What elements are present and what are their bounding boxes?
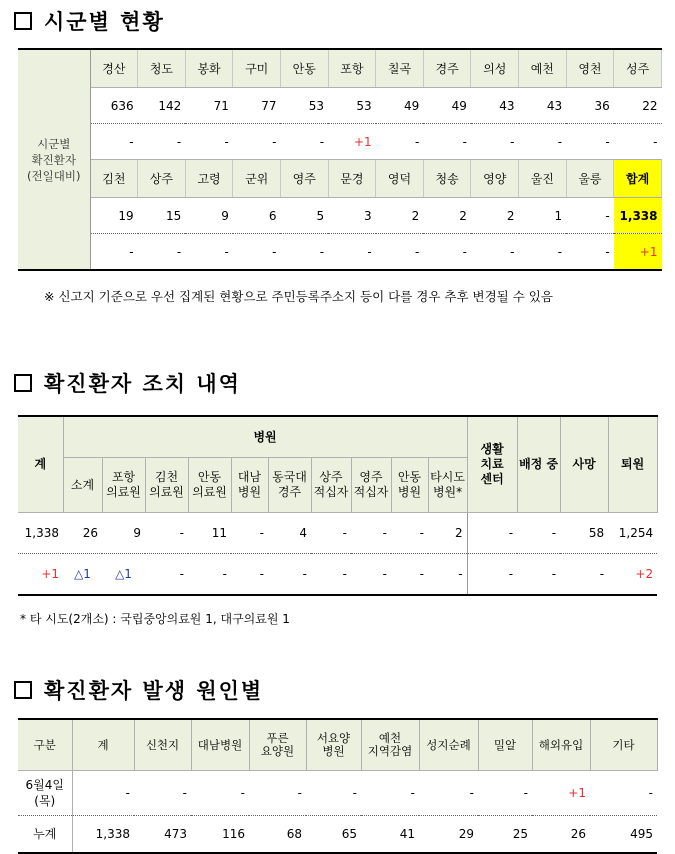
cause-cell: 1,338 bbox=[95, 827, 130, 841]
cause-header-cell: 예천 지역감염 bbox=[361, 719, 419, 771]
region-change-cell: - bbox=[376, 124, 424, 160]
region-count-cell: 1 bbox=[519, 198, 567, 234]
region-name-cell: 예천 bbox=[519, 49, 567, 88]
cause-cell: - bbox=[361, 771, 419, 816]
measures-cell: 11 bbox=[188, 513, 231, 554]
cause-header-cell: 밀알 bbox=[478, 719, 532, 771]
region-count-cell: 5 bbox=[280, 198, 328, 234]
region-count-cell: - bbox=[566, 198, 614, 234]
hospital-sub-header: 안동 의료원 bbox=[188, 458, 231, 513]
measures-cell: +1 bbox=[41, 567, 59, 581]
region-name-cell: 영덕 bbox=[376, 160, 424, 198]
region-count-cell: 6 bbox=[233, 198, 281, 234]
measures-cell: - bbox=[302, 567, 307, 581]
region-name-cell: 영천 bbox=[566, 49, 614, 88]
measures-cell: - bbox=[467, 554, 517, 596]
measures-cell: - bbox=[458, 567, 463, 581]
region-change-cell: - bbox=[519, 124, 567, 160]
header-death: 사망 bbox=[560, 416, 608, 513]
measures-cell: - bbox=[311, 513, 351, 554]
region-count-cell: 2 bbox=[423, 198, 471, 234]
cause-cell: 68 bbox=[286, 827, 302, 841]
region-change-row bbox=[18, 234, 662, 271]
cause-header-cell: 구분 bbox=[18, 719, 72, 771]
region-name-row bbox=[18, 49, 662, 88]
region-change-cell: - bbox=[185, 124, 233, 160]
section-title-cause: 확진환자 발생 원인별 bbox=[14, 675, 263, 705]
region-count-cell: 53 bbox=[328, 88, 376, 124]
cause-cell: - bbox=[306, 771, 361, 816]
region-count-cell: 43 bbox=[471, 88, 519, 124]
region-count-cell: 71 bbox=[185, 88, 233, 124]
region-count-cell: 15 bbox=[138, 198, 186, 234]
measures-cell: - bbox=[391, 513, 428, 554]
region-count-cell: 142 bbox=[138, 88, 186, 124]
region-count-cell: 636 bbox=[90, 88, 138, 124]
region-name-cell: 문경 bbox=[328, 160, 376, 198]
region-change-cell: - bbox=[414, 244, 420, 259]
section-title-by-region: 시군별 현황 bbox=[14, 6, 165, 36]
measures-cell: - bbox=[342, 567, 347, 581]
region-change-cell: - bbox=[566, 124, 614, 160]
cause-data-row bbox=[18, 771, 657, 816]
region-name-cell: 의성 bbox=[471, 49, 519, 88]
checkbox-square-icon bbox=[14, 12, 32, 30]
cause-cell: 29 bbox=[458, 827, 474, 841]
cause-cell: - bbox=[478, 771, 532, 816]
region-change-cell: - bbox=[319, 244, 325, 259]
measures-header-row-1 bbox=[18, 416, 657, 458]
measures-note: * 타 시도(2개소) : 국립중앙의료원 1, 대구의료원 1 bbox=[20, 612, 290, 626]
cause-header-cell: 신천지 bbox=[134, 719, 191, 771]
region-name-cell: 칠곡 bbox=[376, 49, 424, 88]
hospital-sub-header: 소계 bbox=[63, 458, 102, 513]
measures-cell: - bbox=[222, 567, 227, 581]
measures-cell: 2 bbox=[428, 513, 467, 554]
cause-cell: 65 bbox=[341, 827, 357, 841]
region-status-table bbox=[18, 48, 662, 271]
cause-header-cell: 해외유입 bbox=[532, 719, 590, 771]
region-change-cell: - bbox=[614, 124, 662, 160]
region-name-cell: 군위 bbox=[233, 160, 281, 198]
header-waiting: 배정 중 bbox=[517, 416, 560, 513]
measures-cell: - bbox=[599, 567, 605, 581]
measures-cell: 26 bbox=[63, 513, 102, 554]
region-change-cell: - bbox=[557, 244, 563, 259]
region-count-cell: 9 bbox=[185, 198, 233, 234]
patient-measures-table bbox=[18, 415, 658, 596]
cause-cell: 41 bbox=[399, 827, 415, 841]
checkbox-square-icon bbox=[14, 374, 32, 392]
region-name-cell: 김천 bbox=[90, 160, 138, 198]
measures-cell: △1 bbox=[74, 567, 91, 581]
cause-header-cell: 계 bbox=[72, 719, 134, 771]
region-change-cell: - bbox=[129, 244, 134, 259]
region-name-cell: 봉화 bbox=[185, 49, 233, 88]
hospital-sub-header: 영주 적십자 bbox=[351, 458, 391, 513]
measures-cell: - bbox=[467, 513, 517, 554]
region-name-cell: 고령 bbox=[185, 160, 233, 198]
measures-cell: - bbox=[551, 567, 557, 581]
hospital-sub-header: 포항 의료원 bbox=[102, 458, 145, 513]
region-change-cell: - bbox=[423, 124, 471, 160]
measures-cell: - bbox=[231, 513, 268, 554]
cause-header-cell: 기타 bbox=[590, 719, 657, 771]
region-name-cell: 영주 bbox=[280, 160, 328, 198]
region-count-cell: 3 bbox=[328, 198, 376, 234]
measures-data-row bbox=[18, 554, 657, 596]
measures-cell: - bbox=[517, 513, 560, 554]
hospital-sub-header: 대남 병원 bbox=[231, 458, 268, 513]
region-change-cell: - bbox=[176, 244, 182, 259]
measures-cell: 1,254 bbox=[608, 513, 657, 554]
region-change-row bbox=[18, 124, 662, 160]
cause-cell: 495 bbox=[630, 827, 653, 841]
measures-cell: - bbox=[259, 567, 264, 581]
cause-header-cell: 성지순례 bbox=[419, 719, 478, 771]
cause-date-cell: 누계 bbox=[18, 816, 72, 854]
header-total: 계 bbox=[18, 416, 63, 513]
measures-cell: - bbox=[145, 513, 188, 554]
measures-cell: - bbox=[419, 567, 424, 581]
region-change-cell: - bbox=[90, 124, 138, 160]
cause-table bbox=[18, 718, 658, 854]
region-name-cell: 청송 bbox=[423, 160, 471, 198]
region-name-row bbox=[18, 160, 662, 198]
cause-date-cell: 6월4일 (목) bbox=[18, 771, 72, 816]
region-change-cell: - bbox=[510, 244, 515, 259]
header-discharge: 퇴원 bbox=[608, 416, 657, 513]
cause-cell: 25 bbox=[512, 827, 528, 841]
hospital-sub-header: 타시도 병원* bbox=[428, 458, 467, 513]
region-name-cell: 울릉 bbox=[566, 160, 614, 198]
cause-data-row bbox=[18, 816, 657, 854]
region-change-cell: - bbox=[367, 244, 372, 259]
region-change-cell: - bbox=[233, 124, 281, 160]
cause-header-cell: 서요양 병원 bbox=[306, 719, 361, 771]
cause-cell: - bbox=[191, 771, 249, 816]
cause-cell: +1 bbox=[532, 771, 590, 816]
region-name-cell: 구미 bbox=[233, 49, 281, 88]
region-count-row bbox=[18, 198, 662, 234]
hospital-sub-header: 상주 적십자 bbox=[311, 458, 351, 513]
hospital-sub-header: 동국대 경주 bbox=[268, 458, 311, 513]
hospital-sub-header: 안동 병원 bbox=[391, 458, 428, 513]
measures-cell: 4 bbox=[268, 513, 311, 554]
region-count-cell: 49 bbox=[423, 88, 471, 124]
header-living-center: 생활 치료 센터 bbox=[467, 416, 517, 513]
cause-cell: - bbox=[249, 771, 306, 816]
region-name-cell: 안동 bbox=[280, 49, 328, 88]
measures-cell: 58 bbox=[560, 513, 608, 554]
row-label-confirmed: 시군별 확진환자 (전일대비) bbox=[18, 49, 90, 270]
measures-cell: 1,338 bbox=[18, 513, 63, 554]
region-count-cell: 2 bbox=[376, 198, 424, 234]
region-count-cell: 36 bbox=[566, 88, 614, 124]
measures-cell: +2 bbox=[635, 567, 654, 581]
region-name-cell: 울진 bbox=[519, 160, 567, 198]
region-count-cell: 19 bbox=[90, 198, 138, 234]
region-count-cell: 77 bbox=[233, 88, 281, 124]
region-change-cell: - bbox=[138, 124, 186, 160]
region-name-cell: 청도 bbox=[138, 49, 186, 88]
cause-cell: 473 bbox=[164, 827, 187, 841]
region-name-cell: 영양 bbox=[471, 160, 519, 198]
region-note: ※ 신고지 기준으로 우선 집계된 현황으로 주민등록주소지 등이 다를 경우 추후 변경될 수 있음 bbox=[44, 289, 553, 304]
region-name-cell: 성주 bbox=[614, 49, 662, 88]
cause-cell: 26 bbox=[570, 827, 586, 841]
region-count-cell: 22 bbox=[614, 88, 662, 124]
region-count-cell: 49 bbox=[376, 88, 424, 124]
region-change-cell: - bbox=[471, 124, 519, 160]
region-change-cell: - bbox=[280, 124, 328, 160]
checkbox-square-icon bbox=[14, 681, 32, 699]
cause-header-cell: 푸른 요양원 bbox=[249, 719, 306, 771]
region-name-cell: 합계 bbox=[614, 160, 662, 198]
measures-cell: - bbox=[351, 513, 391, 554]
region-change-cell: - bbox=[224, 244, 229, 259]
region-name-cell: 상주 bbox=[138, 160, 186, 198]
region-change-cell: - bbox=[462, 244, 467, 259]
measures-data-row bbox=[18, 513, 657, 554]
measures-cell: △1 bbox=[115, 567, 132, 581]
cause-header-row bbox=[18, 719, 657, 771]
region-change-cell: - bbox=[605, 244, 610, 259]
cause-header-cell: 대남병원 bbox=[191, 719, 249, 771]
region-count-cell: 2 bbox=[471, 198, 519, 234]
region-count-row bbox=[18, 88, 662, 124]
hospital-sub-header: 김천 의료원 bbox=[145, 458, 188, 513]
cause-cell: - bbox=[419, 771, 478, 816]
region-count-cell: 53 bbox=[280, 88, 328, 124]
region-change-cell: +1 bbox=[614, 234, 662, 271]
section-title-patient-measures: 확진환자 조치 내역 bbox=[14, 368, 241, 398]
cause-cell: - bbox=[590, 771, 657, 816]
region-change-cell: - bbox=[272, 244, 277, 259]
region-change-cell: +1 bbox=[328, 124, 376, 160]
region-name-cell: 포항 bbox=[328, 49, 376, 88]
region-name-cell: 경산 bbox=[90, 49, 138, 88]
region-count-cell: 43 bbox=[519, 88, 567, 124]
cause-cell: - bbox=[134, 771, 191, 816]
measures-cell: - bbox=[382, 567, 387, 581]
region-count-cell: 1,338 bbox=[614, 198, 662, 234]
cause-cell: - bbox=[72, 771, 134, 816]
measures-cell: 9 bbox=[102, 513, 145, 554]
measures-cell: - bbox=[179, 567, 184, 581]
header-hospital: 병원 bbox=[63, 416, 467, 458]
region-name-cell: 경주 bbox=[423, 49, 471, 88]
cause-cell: 116 bbox=[222, 827, 245, 841]
